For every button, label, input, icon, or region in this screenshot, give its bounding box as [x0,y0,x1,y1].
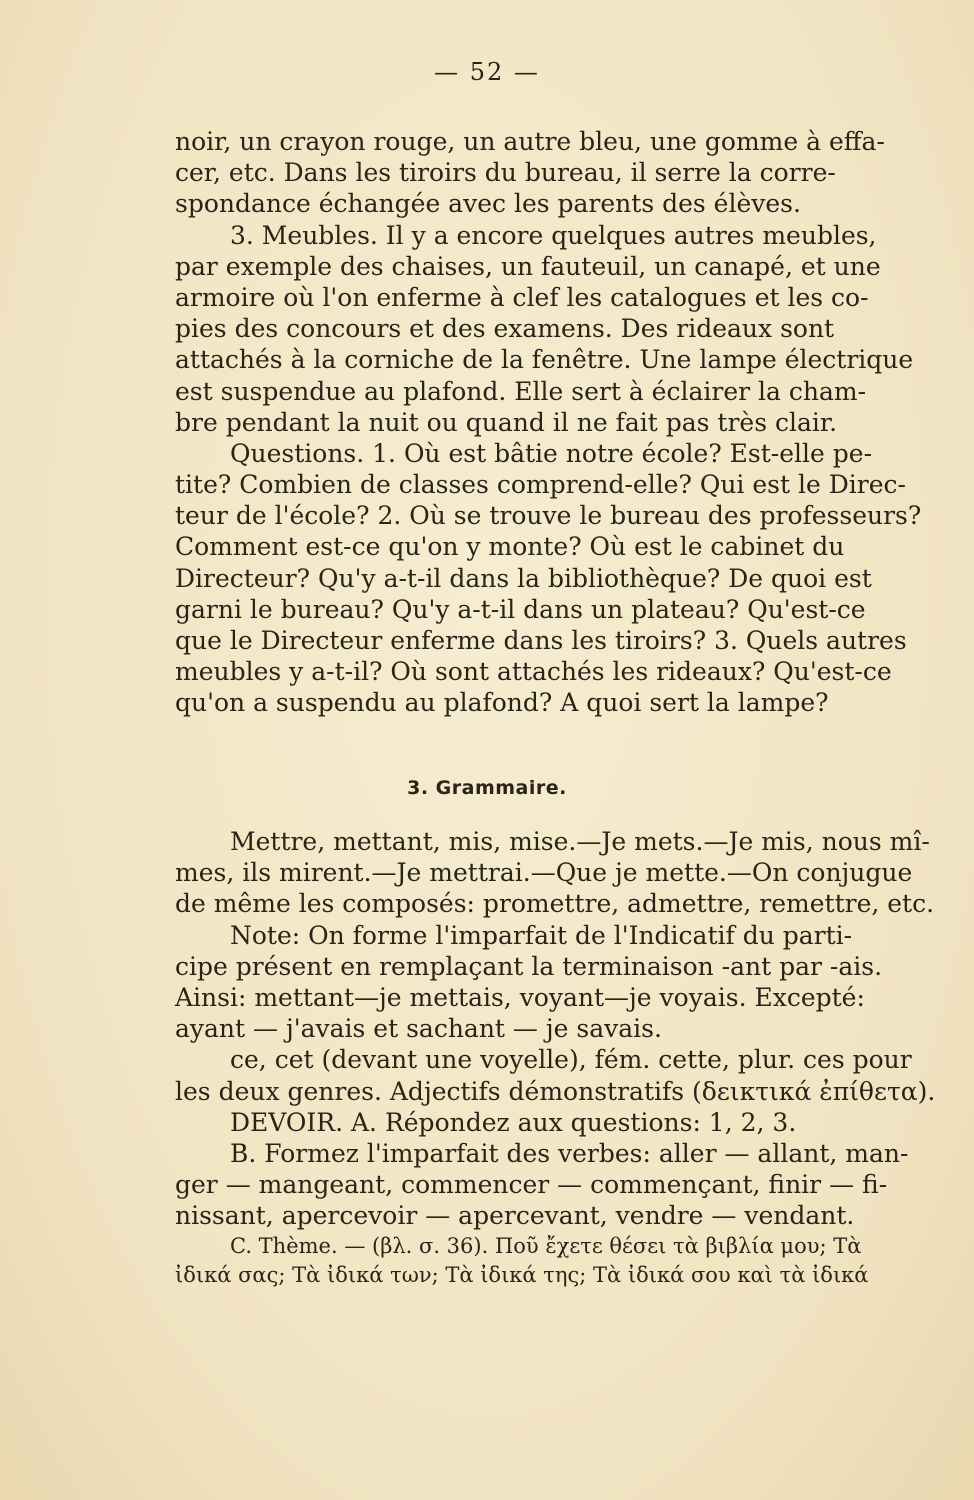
text-line: ger — mangeant, commencer — commençant, finir — fi- [175,1170,888,1200]
main-text-grammar [175,826,935,1289]
text-line: armoire où l'on enferme à clef les catalogues et les co- [175,282,869,312]
text-line: Note: On forme l'imparfait de l'Indicatif du parti- [230,920,853,950]
text-line: mes, ils mirent.—Je mettrai.—Que je mette.—On conjugue [175,858,913,888]
text-line: tite? Combien de classes comprend-elle? Qui est le Direc- [175,470,906,500]
text-line: Questions. 1. Où est bâtie notre école? Est-elle pe- [230,438,873,468]
text-line: par exemple des chaises, un fauteuil, un canapé, et une [175,251,881,281]
text-line: cipe présent en remplaçant la terminaison -ant par -ais. [175,951,883,981]
text-line: cer, etc. Dans les tiroirs du bureau, il serre la corre- [175,158,836,188]
text-line: pies des concours et des examens. Des rideaux sont [175,314,835,344]
text-line: ce, cet (devant une voyelle), fém. cette, plur. ces pour [230,1045,912,1075]
text-line: Mettre, mettant, mis, mise.—Je mets.—Je mis, nous mî- [230,827,930,856]
text-line: bre pendant la nuit ou quand il ne fait pas très clair. [175,407,838,437]
text-line: spondance échangée avec les parents des élèves. [175,189,801,219]
text-line: teur de l'école? 2. Où se trouve le bureau des professeurs? [175,501,922,531]
text-line: B. Formez l'imparfait des verbes: aller — allant, man- [230,1138,909,1168]
text-line: les deux genres. Adjectifs démonstratifs (δεικτικά ἐπίθετα). [175,1076,936,1106]
text-line: qu'on a suspendu au plafond? A quoi sert la lampe? [175,688,829,718]
text-line: noir, un crayon rouge, un autre bleu, une gomme à effa- [175,127,885,156]
text-line: nissant, apercevoir — apercevant, vendre — vendant. [175,1201,855,1231]
text-line: de même les composés: promettre, admettre, remettre, etc. [175,889,935,919]
text-line: que le Directeur enferme dans les tiroirs? 3. Quels autres [175,626,907,655]
text-line: ἰδικά σας; Τὰ ἰδικά των; Τὰ ἰδικά της; Τὰ ἰδικά σου καὶ τὰ ἰδικά [175,1263,869,1288]
text-line: ayant — j'avais et sachant — je savais. [175,1014,662,1044]
text-line: 3. Meubles. Il y a encore quelques autres meubles, [230,220,877,250]
text-line: est suspendue au plafond. Elle sert à éclairer la cham- [175,376,867,406]
text-line: Comment est-ce qu'on y monte? Où est le cabinet du [175,532,845,562]
text-line: C. Thème. — (βλ. σ. 36). Ποῦ ἔχετε θέσει τὰ βιβλία μου; Τὰ [230,1234,862,1259]
main-text-top [175,126,935,719]
text-line: DEVOIR. A. Répondez aux questions: 1, 2, 3. [230,1107,797,1137]
section-heading: 3. Grammaire. [407,777,567,799]
page-number: — 52 — [434,58,540,86]
text-line: meubles y a-t-il? Où sont attachés les rideaux? Qu'est-ce [175,657,892,687]
text-line: garni le bureau? Qu'y a-t-il dans un plateau? Qu'est-ce [175,594,866,624]
text-line: attachés à la corniche de la fenêtre. Une lampe électrique [175,345,914,375]
text-line: Ainsi: mettant—je mettais, voyant—je voyais. Excepté: [175,982,865,1012]
text-line: Directeur? Qu'y a-t-il dans la bibliothèque? De quoi est [175,563,872,593]
